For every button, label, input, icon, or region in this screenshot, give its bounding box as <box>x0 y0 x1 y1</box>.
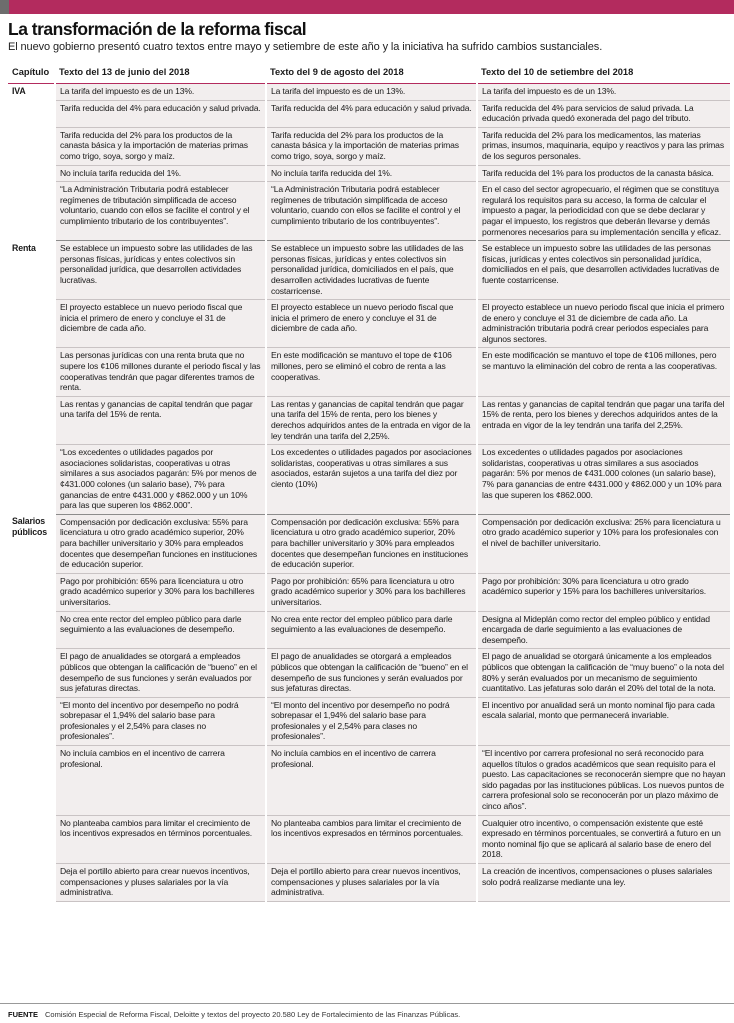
table-row <box>8 127 730 165</box>
table-row <box>8 573 730 611</box>
september-text-cell: El pago de anualidad se otorgará únicamente a los empleados públicos que obtengan la calificación de “muy bueno” o la nota del 80% y serán evaluados por un mecanismo de seguimiento cuantitativo. Las jefaturas solo darán el 20% del total de la nota. <box>477 649 730 697</box>
page-subtitle: El nuevo gobierno presentó cuatro textos entre mayo y setiembre de este año y la iniciativa ha sufrido cambios sustanciales. <box>8 41 603 53</box>
comparison-table <box>8 63 730 902</box>
chapter-label: IVA <box>8 84 55 241</box>
september-text-cell: “El incentivo por carrera profesional no será reconocido para aquellos títulos o grados académicos que sean requisito para el puesto. Las capacitaciones se reconocerán siempre que no hayan sido pagadas por las instituciones públicas. Los nuevos puntos de carrera profesional solo se reconocerán por un plazo máximo de cinco años”. <box>477 746 730 816</box>
september-text-cell: El proyecto establece un nuevo periodo fiscal que inicia el primero de enero y concluye el 31 de diciembre de cada año. La administración tributaria podrá crear periodos especiales para algunos sectores. <box>477 300 730 348</box>
table-row <box>8 445 730 515</box>
september-text-cell: Las rentas y ganancias de capital tendrán que pagar una tarifa del 15% de renta, pero los bienes y derechos adquiridos antes de la entrada en vigor de la ley tendrán una tarifa del 2,25%. <box>477 396 730 444</box>
june-text-cell: La tarifa del impuesto es de un 13%. <box>55 84 266 101</box>
table-row <box>8 300 730 348</box>
august-text-cell: “La Administración Tributaria podrá establecer regímenes de tributación simplificada de acceso voluntario, cuando con ellos se facilite el control y el cumplimiento tributario de los contribuyentes”. <box>266 182 477 241</box>
august-text-cell: El proyecto establece un nuevo periodo fiscal que inicia el primero de enero y concluye el 31 de diciembre de cada año. <box>266 300 477 348</box>
september-text-cell: La creación de incentivos, compensaciones o pluses salariales solo podrá realizarse mediante una ley. <box>477 864 730 902</box>
header-august-text: Texto del 9 de agosto del 2018 <box>266 63 477 84</box>
footer <box>0 1003 734 1023</box>
footer-label: FUENTE <box>8 1010 38 1019</box>
june-text-cell: Las rentas y ganancias de capital tendrán que pagar una tarifa del 15% de renta. <box>55 396 266 444</box>
august-text-cell: “El monto del incentivo por desempeño no podrá sobrepasar el 1,94% del salario base para profesionales y el 2,54% para clases no profesionales”. <box>266 697 477 745</box>
august-text-cell: No incluía cambios en el incentivo de carrera profesional. <box>266 746 477 816</box>
header-september-text: Texto del 10 de setiembre del 2018 <box>477 63 730 84</box>
table-row <box>8 746 730 816</box>
june-text-cell: “La Administración Tributaria podrá establecer regímenes de tributación simplificada de acceso voluntario, cuando con ellos se facilite el control y el cumplimiento tributario de los contribuyentes”. <box>55 182 266 241</box>
june-text-cell: “El monto del incentivo por desempeño no podrá sobrepasar el 1,94% del salario base para profesionales y el 2,54% para clases no profesionales”. <box>55 697 266 745</box>
table-row <box>8 864 730 902</box>
august-text-cell: No crea ente rector del empleo público para darle seguimiento a las evaluaciones de desempeño. <box>266 611 477 649</box>
chapter-label: Salarios públicos <box>8 514 55 901</box>
august-text-cell: No planteaba cambios para limitar el crecimiento de los incentivos expresados en términos porcentuales. <box>266 815 477 863</box>
table-body <box>8 84 730 902</box>
august-text-cell: Deja el portillo abierto para crear nuevos incentivos, compensaciones y pluses salariales por la vía administrativa. <box>266 864 477 902</box>
september-text-cell: La tarifa del impuesto es de un 13%. <box>477 84 730 101</box>
table-row <box>8 611 730 649</box>
september-text-cell: En el caso del sector agropecuario, el régimen que se constituya regulará los requisitos para su acceso, la forma de calcular el impuesto a pagar, la periodicidad con que se debe declarar y pagar el impuesto, los registros que deberán llevarse y demás pormenores necesarios para su implementación sencilla y eficaz. <box>477 182 730 241</box>
table-row <box>8 649 730 697</box>
footer-source: Comisión Especial de Reforma Fiscal, Deloitte y textos del proyecto 20.580 Ley de Fortalecimiento de las Finanzas Públicas. <box>45 1010 461 1019</box>
page-title: La transformación de la reforma fiscal <box>8 19 307 39</box>
june-text-cell: Tarifa reducida del 2% para los productos de la canasta básica y la importación de materias primas como trigo, soya, sorgo y maíz. <box>55 127 266 165</box>
june-text-cell: El proyecto establece un nuevo periodo fiscal que inicia el primero de enero y concluye el 31 de diciembre de cada año. <box>55 300 266 348</box>
june-text-cell: Se establece un impuesto sobre las utilidades de las personas físicas, jurídicas y entes colectivos sin personalidad jurídica, que desarrollen actividades lucrativas. <box>55 241 266 300</box>
table-row <box>8 815 730 863</box>
june-text-cell: No incluía cambios en el incentivo de carrera profesional. <box>55 746 266 816</box>
august-text-cell: Tarifa reducida del 2% para los productos de la canasta básica y la importación de materias primas como trigo, soya, sorgo y maíz. <box>266 127 477 165</box>
june-text-cell: No planteaba cambios para limitar el crecimiento de los incentivos expresados en términos porcentuales. <box>55 815 266 863</box>
table-row <box>8 100 730 127</box>
june-text-cell: El pago de anualidades se otorgará a empleados públicos que obtengan la calificación de “bueno” en el desempeño de sus funciones y serán evaluados por sus jefaturas directas. <box>55 649 266 697</box>
september-text-cell: Los excedentes o utilidades pagados por asociaciones solidaristas, cooperativas u otras similares a sus asociados pagarán: 5% por menos de ¢431.000 colones (un salario base), 7% para ganancias de entre ¢431.000 y ¢862.000 y un 10% para las que superen los ¢862.000. <box>477 445 730 515</box>
june-text-cell: Tarifa reducida del 4% para educación y salud privada. <box>55 100 266 127</box>
june-text-cell: No crea ente rector del empleo público para darle seguimiento a las evaluaciones de desempeño. <box>55 611 266 649</box>
august-text-cell: Tarifa reducida del 4% para educación y salud privada. <box>266 100 477 127</box>
top-accent-stub <box>0 0 9 14</box>
june-text-cell: “Los excedentes o utilidades pagados por asociaciones solidaristas, cooperativas u otras similares a sus asociados pagarán: 5% por menos de ¢431.000 colones (un salario base), 7% para ganancias de entre ¢431.000 y ¢862.000 y un 10% para las que superen los ¢862.000”. <box>55 445 266 515</box>
june-text-cell: Pago por prohibición: 65% para licenciatura u otro grado académico superior y 30% para los bachilleres universitarios. <box>55 573 266 611</box>
chapter-label: Renta <box>8 241 55 515</box>
august-text-cell: Las rentas y ganancias de capital tendrán que pagar una tarifa del 15% de renta, pero los bienes y derechos adquiridos antes de la entrada en vigor de la ley tendrán una tarifa del 2,25%. <box>266 396 477 444</box>
august-text-cell: Compensación por dedicación exclusiva: 55% para licenciatura u otro grado académico superior, 20% para bachiller universitario y 30% para empleados docentes que desempeñan funciones en instituciones de educación superior. <box>266 514 477 573</box>
august-text-cell: No incluía tarifa reducida del 1%. <box>266 165 477 182</box>
table-row <box>8 348 730 396</box>
table-row <box>8 182 730 241</box>
table-row <box>8 396 730 444</box>
august-text-cell: Se establece un impuesto sobre las utilidades de las personas físicas, jurídicas y entes colectivos sin personalidad jurídica, domiciliados en el país, que desarrollen actividades lucrativas de fuente costarricense. <box>266 241 477 300</box>
comparison-table-wrapper <box>8 63 730 902</box>
header-june-text: Texto del 13 de junio del 2018 <box>55 63 266 84</box>
june-text-cell: Compensación por dedicación exclusiva: 55% para licenciatura u otro grado académico superior, 20% para bachiller universitario y 30% para empleados docentes que desempeñan funciones en instituciones de educación superior. <box>55 514 266 573</box>
september-text-cell: Designa al Mideplán como rector del empleo público y entidad encargada de darle seguimiento a las evaluaciones de desempeño. <box>477 611 730 649</box>
table-row <box>8 165 730 182</box>
august-text-cell: Los excedentes o utilidades pagados por asociaciones solidaristas, cooperativas u otras similares a sus asociados, estarán sujetos a una tarifa del diez por ciento (10%) <box>266 445 477 515</box>
august-text-cell: Pago por prohibición: 65% para licenciatura u otro grado académico superior y 30% para los bachilleres universitarios. <box>266 573 477 611</box>
september-text-cell: En este modificación se mantuvo el tope de ¢106 millones, pero se mantuvo la eliminación del cobro de renta a las cooperativas. <box>477 348 730 396</box>
june-text-cell: Las personas jurídicas con una renta bruta que no supere los ¢106 millones durante el periodo fiscal y las cooperativas tendrán que pagar diferentes tramos de renta. <box>55 348 266 396</box>
top-accent-bar <box>0 0 734 14</box>
june-text-cell: No incluía tarifa reducida del 1%. <box>55 165 266 182</box>
september-text-cell: Tarifa reducida del 1% para los productos de la canasta básica. <box>477 165 730 182</box>
september-text-cell: Compensación por dedicación exclusiva: 25% para licenciatura u otro grado académico superior y 10% para los profesionales con el nivel de bachiller universitario. <box>477 514 730 573</box>
table-row <box>8 241 730 300</box>
september-text-cell: Se establece un impuesto sobre las utilidades de las personas físicas, jurídicas y entes colectivos sin personalidad jurídica, domiciliados en el país, que desarrollen actividades lucrativas de fuente costarricense. <box>477 241 730 300</box>
august-text-cell: En este modificación se mantuvo el tope de ¢106 millones, pero se eliminó el cobro de renta a las cooperativas. <box>266 348 477 396</box>
september-text-cell: Pago por prohibición: 30% para licenciatura u otro grado académico superior y 15% para los bachilleres universitarios. <box>477 573 730 611</box>
august-text-cell: La tarifa del impuesto es de un 13%. <box>266 84 477 101</box>
august-text-cell: El pago de anualidades se otorgará a empleados públicos que obtengan la calificación de “bueno” en el desempeño de sus funciones y serán evaluados por sus jefaturas directas. <box>266 649 477 697</box>
september-text-cell: Tarifa reducida del 2% para los medicamentos, las materias primas, insumos, maquinaria, equipo y reactivos y para las primas de los seguros personales. <box>477 127 730 165</box>
september-text-cell: Tarifa reducida del 4% para servicios de salud privada. La educación privada quedó exonerada del pago del tributo. <box>477 100 730 127</box>
table-row <box>8 514 730 573</box>
september-text-cell: Cualquier otro incentivo, o compensación existente que esté expresado en términos porcentuales, se convertirá a futuro en un monto nominal fijo que se aplicará al salario base de enero del 2018. <box>477 815 730 863</box>
table-header-row <box>8 63 730 84</box>
header-chapter: Capítulo <box>8 63 55 84</box>
september-text-cell: El incentivo por anualidad será un monto nominal fijo para cada escala salarial, monto que permanecerá invariable. <box>477 697 730 745</box>
june-text-cell: Deja el portillo abierto para crear nuevos incentivos, compensaciones y pluses salariales por la vía administrativa. <box>55 864 266 902</box>
table-row <box>8 84 730 101</box>
table-row <box>8 697 730 745</box>
